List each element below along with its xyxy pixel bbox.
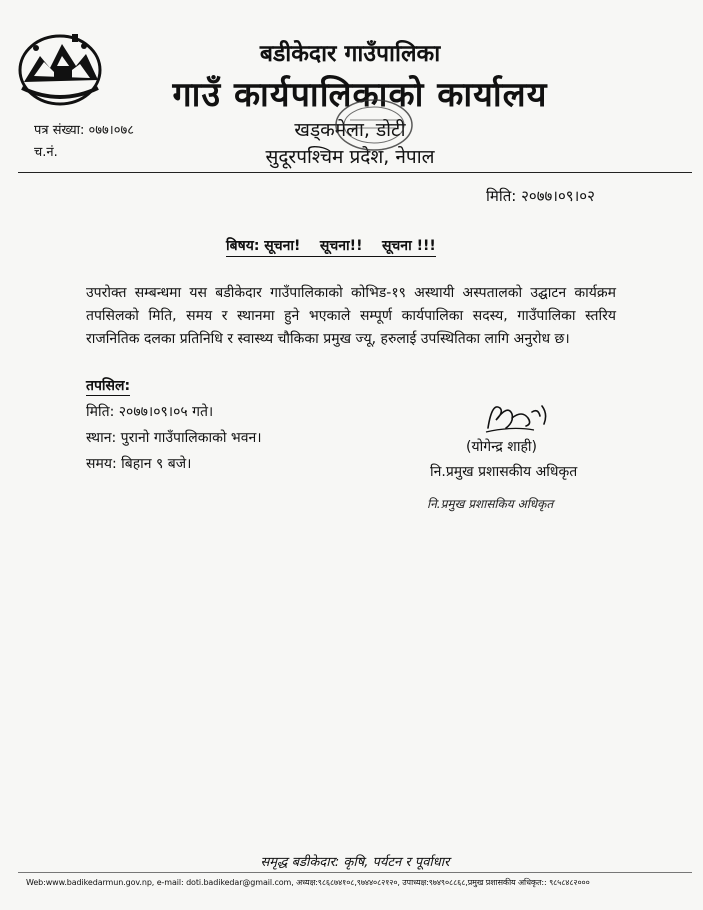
municipality-name: बडीकेदार गाउँपालिका <box>259 41 441 67</box>
signatory-name: (योगेन्द्र शाही) <box>466 439 537 455</box>
signatory-stamp: नि.प्रमुख प्रशासकिय अधिकृत <box>427 497 554 511</box>
detail-time: समय: बिहान ९ बजे। <box>86 456 192 472</box>
signatory-title: नि.प्रमुख प्रशासकीय अधिकृत <box>430 464 578 480</box>
province-address: सुदूरपश्चिम प्रदेश, नेपाल <box>265 146 435 168</box>
header-divider <box>18 172 692 173</box>
detail-place: स्थान: पुरानो गाउँपालिकाको भवन। <box>86 430 262 446</box>
letter-subject: बिषय: सूचना! सूचना!! सूचना !!! <box>226 236 436 257</box>
district-address: खड्कमेला, डोटी <box>294 119 406 141</box>
details-heading: तपसिल: <box>86 378 131 394</box>
letter-date: मिति: २०७७।०९।०२ <box>486 187 595 205</box>
office-name: गाउँ कार्यपालिकाको कार्यालय <box>172 75 548 115</box>
footer-divider <box>18 872 692 873</box>
office-seal-stamp <box>332 96 416 154</box>
dispatch-number: च.नं. <box>34 145 58 160</box>
footer-motto: समृद्ध बडीकेदार: कृषि, पर्यटन र पूर्वाधार <box>260 855 450 870</box>
detail-date: मिति: २०७७।०९।०५ गते। <box>86 404 214 420</box>
handwritten-signature <box>482 398 554 436</box>
letter-body: उपरोक्त सम्बन्धमा यस बडीकेदार गाउँपालिकाको कोभिड-१९ अस्थायी अस्पतालको उद्घाटन कार्यक्रम तपसिलको मिति, समय र स्थानमा हुने भएकाले सम्पूर्ण कार्यपालिका सदस्य, गाउँपालिका स्तरिय राजनितिक दलका प्रतिनिधि र स्वास्थ्य चौकिका प्रमुख ज्यू, हरुलाई उपस्थितिका लागि अनुरोध छ। <box>86 285 616 347</box>
footer-contact: Web:www.badikedarmun.gov.np, e-mail: doti.badikedar@gmail.com, अध्यक्ष:९८६८७४१०८,९७४४०८२१२०, उपाध्यक्ष:९७४९०८८६८,प्रमुख प्रशासकीय अधिकृत:: ९८५८४८२००० <box>26 878 590 887</box>
reference-number: पत्र संख्या: ०७७।०७८ <box>34 123 134 138</box>
nepal-emblem-logo <box>14 30 106 110</box>
